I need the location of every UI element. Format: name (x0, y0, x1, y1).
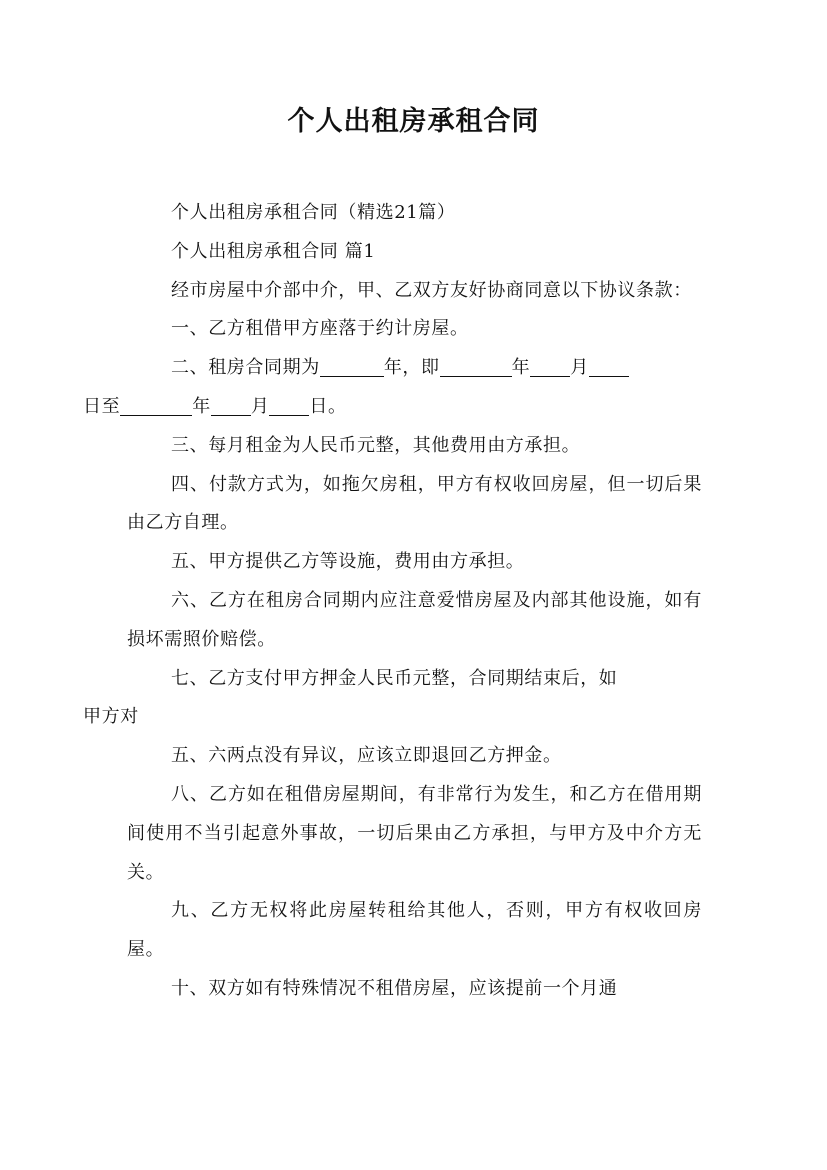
blank-field (269, 393, 309, 416)
clause-2-text-e: 日至 (83, 395, 121, 417)
blank-field (211, 393, 251, 416)
clause-2-text-c: 年 (511, 357, 531, 379)
clause-3: 三、每月租金为人民币元整，其他费用由方承担。 (171, 434, 581, 456)
paragraph-section-heading: 个人出租房承租合同 篇1 (171, 240, 376, 262)
clause-2-text-g: 月 (250, 395, 270, 417)
clause-2-text-b: 年，即 (383, 357, 440, 379)
blank-field (120, 393, 192, 416)
document-title: 个人出租房承租合同 (287, 106, 540, 137)
clause-7-continued: 五、六两点没有异议，应该立即退回乙方押金。 (171, 745, 562, 767)
clause-9: 九、乙方无权将此房屋转租给其他人，否则，甲方有权收回房屋。 (127, 900, 702, 961)
clause-2-text-a: 二、租房合同期为 (171, 357, 320, 379)
document-body (83, 194, 702, 1009)
clause-7-text-b: 甲方对 (83, 706, 139, 728)
blank-field (440, 354, 512, 377)
clause-5: 五、甲方提供乙方等设施，费用由方承担。 (171, 551, 525, 573)
clause-2-text-d: 月 (570, 357, 589, 379)
blank-field (589, 354, 629, 377)
clause-2-text-f: 年 (192, 395, 211, 417)
clause-8: 八、乙方如在租借房屋期间，有非常行为发生，和乙方在借用期间使用不当引起意外事故，一切后果由乙方承担，与甲方及中介方无关。 (127, 783, 702, 883)
paragraph-intro: 经市房屋中介部中介，甲、乙双方友好协商同意以下协议条款： (171, 279, 692, 301)
clause-2-text-h: 日。 (309, 395, 347, 417)
paragraph-subtitle: 个人出租房承租合同（精选21篇） (171, 202, 456, 223)
clause-6: 六、乙方在租房合同期内应注意爱惜房屋及内部其他设施，如有损坏需照价赔偿。 (127, 589, 702, 650)
clause-4: 四、付款方式为，如拖欠房租，甲方有权收回房屋，但一切后果由乙方自理。 (127, 473, 702, 534)
clause-10: 十、双方如有特殊情况不租借房屋，应该提前一个月通 (171, 977, 618, 999)
clause-1: 一、乙方租借甲方座落于约计房屋。 (171, 318, 469, 340)
clause-2 (83, 349, 702, 427)
blank-field (320, 354, 384, 377)
clause-7-text-a: 七、乙方支付甲方押金人民币元整，合同期结束后，如 (171, 667, 618, 689)
clause-7 (83, 660, 702, 738)
blank-field (530, 354, 570, 377)
